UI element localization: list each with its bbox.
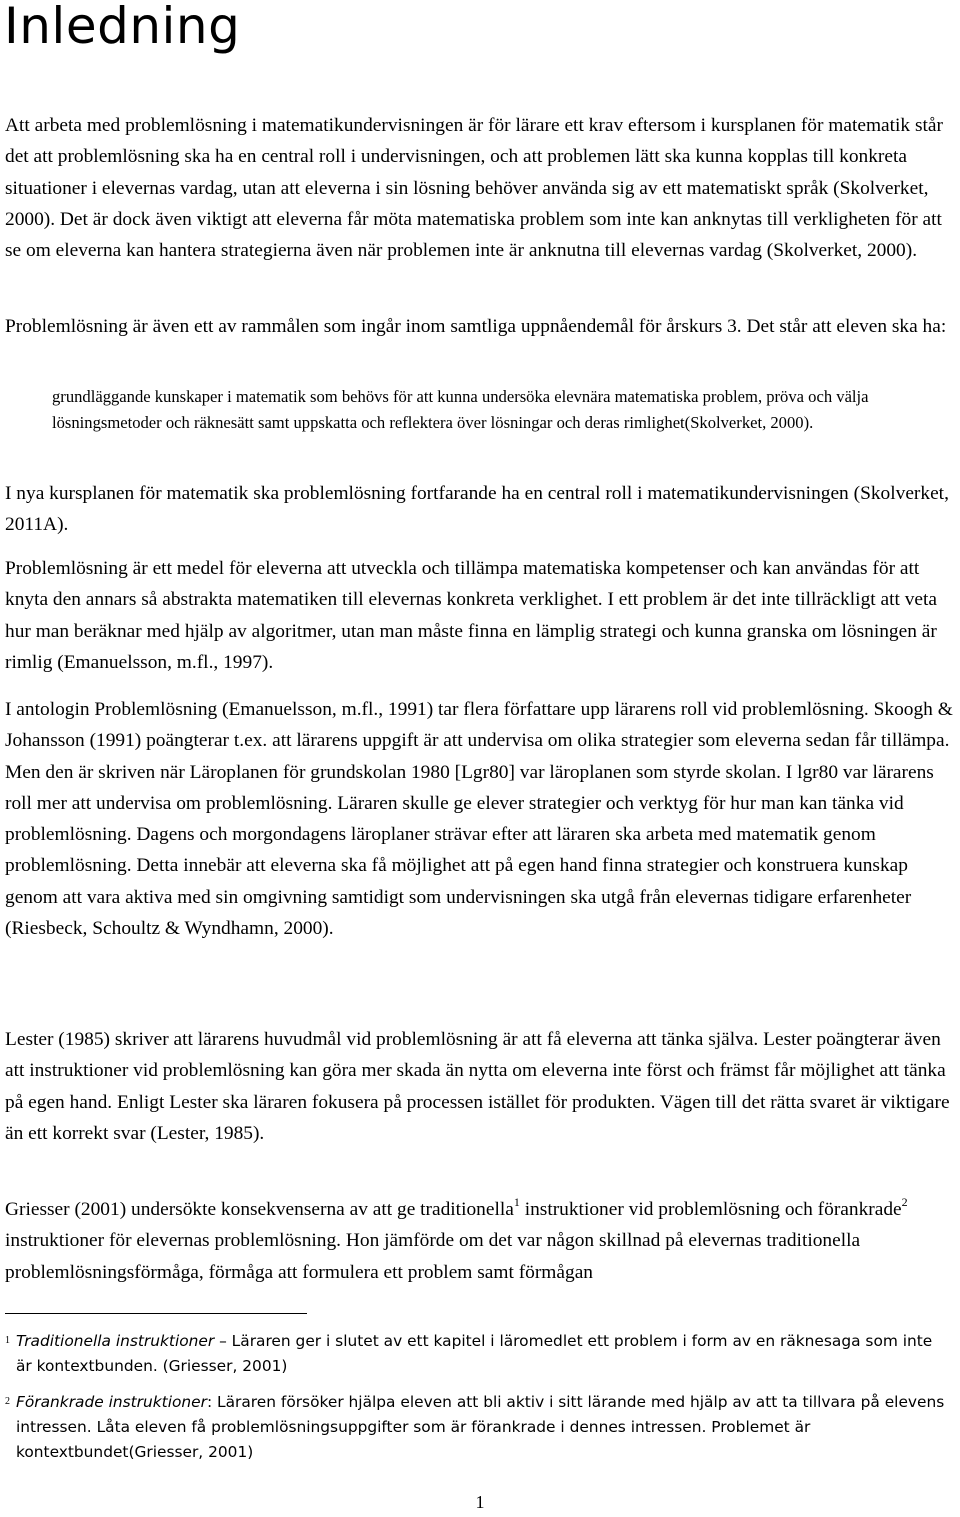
footnote-1-text: – Läraren ger i slutet av ett kapitel i läromedlet ett problem i form av en räknesaga som inte är kontextbunden. (Griesser, 2001) (16, 1332, 933, 1375)
footnote-ref-2[interactable]: 2 (901, 1195, 908, 1209)
footnote-divider (5, 1313, 307, 1314)
paragraph-griesser (5, 1194, 955, 1288)
footnote-1-body (5, 1329, 950, 1379)
footnote-2-mark: 2 (5, 1396, 10, 1407)
paragraph-kursplan: I nya kursplanen för matematik ska problemlösning fortfarande ha en central roll i matematikundervisningen (Skolverket, 2011A). (5, 483, 949, 536)
paragraph-antologi: I antologin Problemlösning (Emanuelsson, m.fl., 1991) tar flera författare upp lärarens roll vid problemlösning. Skoogh & Johansson (1991) poängterar t.ex. att lärarens uppgift är att undervisa om olika strategier som eleverna sedan får tillämpa. Men den är skriven när Läroplanen för grundskolan 1980 [Lgr80] var läroplanen som styrde skolan. I lgr80 var lärarens roll mer att undervisa om problemlösning. Läraren skulle ge elever strategier och verktyg för hur man kan tänka vid problemlösning. Dagens och morgondagens läroplaner strävar efter att läraren ska arbeta med matematik genom problemlösning. Detta innebär att eleverna ska få möjlighet att på egen hand finna strategier och konstruera kunskap genom att vara aktiva med sin omgivning samtidigt som undervisningen ska utgå från elevernas tidigare erfarenheter (Riesbeck, Schoultz & Wyndhamn, 2000). (5, 699, 953, 940)
paragraph-medel: Problemlösning är ett medel för eleverna att utveckla och tillämpa matematiska kompetenser och kan användas för att knyta den annars så abstrakta matematiken till elevernas konkreta verklighet. I ett problem är det inte tillräckligt att veta hur man beräknar med hjälp av algoritmer, utan man måste finna en lämplig strategi och kunna granska om lösningen är rimlig (Emanuelsson, m.fl., 1997). (5, 558, 938, 673)
footnote-1 (5, 1329, 950, 1379)
paragraph-griesser-part2: instruktioner vid problemlösning och förankrade (519, 1199, 902, 1220)
footnote-1-mark: 1 (5, 1335, 10, 1346)
footnote-2-body (5, 1390, 950, 1465)
footnote-2-text: : Läraren försöker hjälpa eleven att bli aktiv i sitt lärande med hjälp av att ta tillvara på elevens intressen. Låta eleven få problemlösningsuppgifter som är förankrade i dennes intressen. Problemet är kontextbundet(Griesser, 2001) (16, 1393, 945, 1461)
page-number: 1 (475, 1492, 485, 1512)
footnote-2 (5, 1390, 950, 1465)
block-quote: grundläggande kunskaper i matematik som behövs för att kunna undersöka elevnära matematiska problem, pröva och välja lösningsmetoder och räknesätt samt uppskatta och reflektera över lösningar och deras rimlighet(Skolverket, 2000). (52, 387, 869, 432)
section-heading: Inledning (4, 0, 241, 55)
footnote-ref-1[interactable]: 1 (513, 1195, 520, 1209)
footnote-1-term: Traditionella instruktioner (16, 1332, 215, 1350)
footnote-2-term: Förankrade instruktioner (16, 1393, 207, 1411)
paragraph-griesser-part3: instruktioner för elevernas problemlösning. Hon jämförde om det var någon skillnad på elevernas traditionella problemlösningsförmåga, förmåga att formulera ett problem samt förmågan (5, 1230, 861, 1283)
paragraph-rammal: Problemlösning är även ett av rammålen som ingår inom samtliga uppnåendemål för årskurs 3. Det står att eleven ska ha: (5, 316, 947, 337)
paragraph-griesser-part1: Griesser (2001) undersökte konsekvenserna av att ge traditionella (5, 1199, 514, 1220)
paragraph-lester: Lester (1985) skriver att lärarens huvudmål vid problemlösning är att få eleverna att tänka själva. Lester poängterar även att instruktioner vid problemlösning kan göra mer skada än nytta om eleverna inte först och främst får möjlighet att tänka på egen hand. Enligt Lester ska läraren fokusera på processen istället för produkten. Vägen till det rätta svaret är viktigare än ett korrekt svar (Lester, 1985). (5, 1029, 950, 1144)
paragraph-intro: Att arbeta med problemlösning i matematikundervisningen är för lärare ett krav eftersom i kursplanen för matematik står det att problemlösning ska ha en central roll i undervisningen, och att problemen lätt ska kunna kopplas till konkreta situationer i elevernas vardag, utan att eleverna i sin lösning behöver använda sig av ett matematiskt språk (Skolverket, 2000). Det är dock även viktigt att eleverna får möta matematiska problem som inte kan anknytas till verkligheten för att se om eleverna kan hantera strategierna även när problemen inte är anknutna till elevernas vardag (Skolverket, 2000). (5, 115, 943, 262)
